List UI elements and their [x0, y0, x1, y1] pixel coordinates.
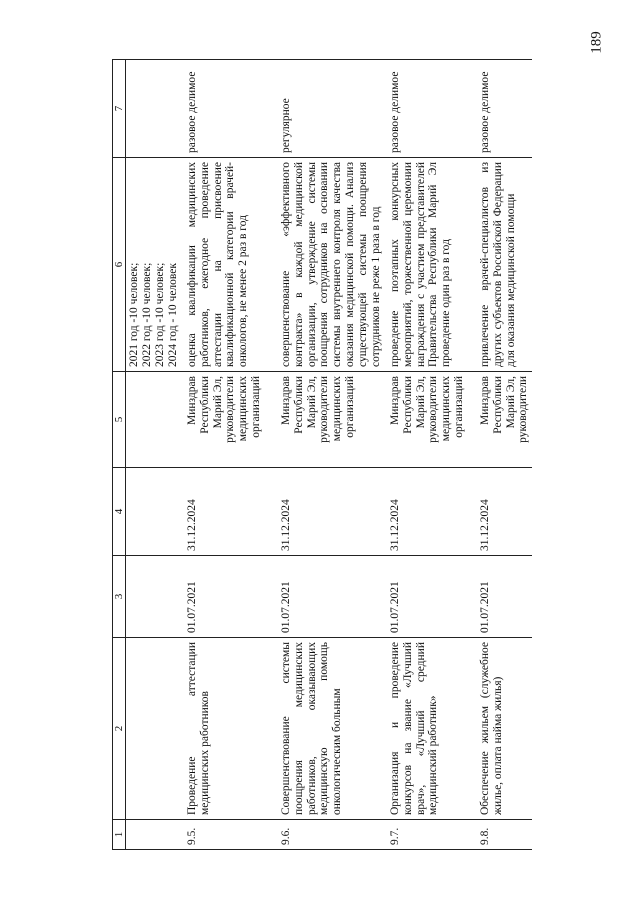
table-row — [182, 60, 276, 850]
continuation-line: 2024 год - 10 человек — [166, 263, 179, 367]
result: проведение поэтапных конкурсных мероприятий, торжественной церемонии награждения с участием представителей Правительства Республики Марий Эл проведение один раз в год — [385, 158, 475, 372]
executor: Минздрав Республики Марий Эл, руководители медицинских организаций — [182, 372, 276, 468]
plan-table — [112, 59, 532, 850]
column-header-1: 1 — [113, 820, 126, 850]
column-header-5: 5 — [113, 372, 126, 468]
continuation-cell — [126, 158, 182, 372]
activity-name: Обеспечение жильем (служебное жилье, оплата найма жилья) — [475, 638, 533, 820]
column-header-7: 7 — [113, 60, 126, 158]
table-row — [475, 60, 533, 850]
result: оценка квалификации медицинских работников, ежегодное проведение аттестации на присвоение квалификационной категории врачей-онкологов, не менее 2 раз в год — [182, 158, 276, 372]
table-row-continuation — [126, 60, 182, 850]
column-header-2: 2 — [113, 638, 126, 820]
executor: Минздрав Республики Марий Эл, руководители медицинских организаций — [385, 372, 475, 468]
activity-name: Проведение аттестации медицинских работников — [182, 638, 276, 820]
table-row — [276, 60, 385, 850]
executor: Минздрав Республики Марий Эл, руководители — [475, 372, 533, 468]
type: разовое делимое — [475, 60, 533, 158]
type: разовое делимое — [182, 60, 276, 158]
executor: Минздрав Республики Марий Эл, руководители медицинских организаций — [276, 372, 385, 468]
result: совершенствование «эффективного контракта» в каждой медицинской организации, утверждение системы поощрения сотрудников на основании системы внутреннего контроля качества оказания медицинской помощи. Анализ существующей системы поощрения сотрудников не реже 1 раза в год — [276, 158, 385, 372]
column-header-6: 6 — [113, 158, 126, 372]
page-number: 189 — [588, 31, 605, 54]
end-date: 31.12.2024 — [385, 468, 475, 556]
table-row — [385, 60, 475, 850]
row-number: 9.6. — [276, 820, 385, 850]
end-date: 31.12.2024 — [182, 468, 276, 556]
continuation-line: 2021 год -10 человек; — [128, 262, 141, 367]
start-date: 01.07.2021 — [182, 556, 276, 638]
column-header-3: 3 — [113, 556, 126, 638]
start-date: 01.07.2021 — [385, 556, 475, 638]
row-number: 9.8. — [475, 820, 533, 850]
start-date: 01.07.2021 — [475, 556, 533, 638]
table-header — [113, 60, 126, 850]
type: разовое делимое — [385, 60, 475, 158]
activity-name: Совершенствование системы поощрения медицинских работников, оказывающих медицинскую помощь онкологическим больным — [276, 638, 385, 820]
continuation-line: 2023 год -10 человек; — [154, 262, 167, 367]
result: привлечение врачей-специалистов из других субъектов Российской Федерации для оказания медицинской помощи — [475, 158, 533, 372]
column-header-4: 4 — [113, 468, 126, 556]
rotated-table-container — [112, 60, 530, 850]
activity-name: Организация и проведение конкурсов на звание «Лучший врач», «Лучший средний медицинский работник» — [385, 638, 475, 820]
start-date: 01.07.2021 — [276, 556, 385, 638]
continuation-line: 2022 год -10 человек; — [141, 262, 154, 367]
type: регулярное — [276, 60, 385, 158]
row-number: 9.7. — [385, 820, 475, 850]
row-number: 9.5. — [182, 820, 276, 850]
end-date: 31.12.2024 — [475, 468, 533, 556]
end-date: 31.12.2024 — [276, 468, 385, 556]
